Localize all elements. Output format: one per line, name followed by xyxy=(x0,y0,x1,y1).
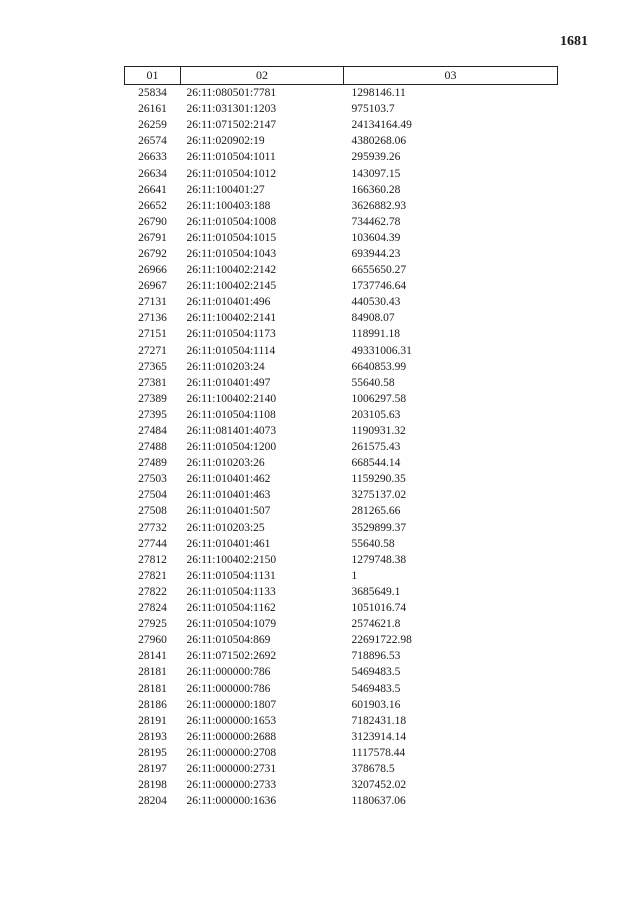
cadastral-number-cell: 26:11:000000:786 xyxy=(186,666,271,679)
table-row xyxy=(125,697,558,713)
value-cell: 295939.26 xyxy=(351,151,401,164)
row-id-cell: 28204 xyxy=(138,795,167,808)
cadastral-number-cell: 26:11:100402:2140 xyxy=(186,392,277,405)
cadastral-number-cell: 26:11:081401:4073 xyxy=(186,425,277,438)
cadastral-number-cell: 26:11:100403:188 xyxy=(186,199,271,212)
cadastral-number-cell: 26:11:010504:1012 xyxy=(186,167,277,180)
row-id-cell: 28141 xyxy=(138,650,167,663)
column-header-03: 03 xyxy=(344,67,558,85)
cadastral-number-cell: 26:11:010203:25 xyxy=(186,521,265,534)
cadastral-number-cell: 26:11:010504:1200 xyxy=(186,441,277,454)
row-id-cell: 26792 xyxy=(138,247,167,260)
value-cell: 2574621.8 xyxy=(351,618,401,631)
cadastral-number-cell: 26:11:010504:1114 xyxy=(186,344,276,357)
value-cell: 49331006.31 xyxy=(351,344,412,357)
row-id-cell: 28193 xyxy=(138,730,167,743)
row-id-cell: 26633 xyxy=(138,151,167,164)
table-row xyxy=(125,471,558,487)
table-row xyxy=(125,600,558,616)
value-cell: 601903.16 xyxy=(351,698,401,711)
cadastral-number-cell: 26:11:000000:2733 xyxy=(186,779,277,792)
table-row xyxy=(125,439,558,455)
table-row xyxy=(125,85,558,102)
table-row xyxy=(125,520,558,536)
cadastral-number-cell: 26:11:071502:2692 xyxy=(186,650,277,663)
row-id-cell: 27732 xyxy=(138,521,167,534)
row-id-cell: 27136 xyxy=(138,312,167,325)
cadastral-number-cell: 26:11:100402:2142 xyxy=(186,264,277,277)
cadastral-number-cell: 26:11:010504:869 xyxy=(186,634,271,647)
value-cell: 7182431.18 xyxy=(351,714,407,727)
cadastral-number-cell: 26:11:010504:1011 xyxy=(186,151,276,164)
row-id-cell: 28191 xyxy=(138,714,167,727)
table-row xyxy=(125,423,558,439)
value-cell: 3626882.93 xyxy=(351,199,407,212)
table-row xyxy=(125,165,558,181)
value-cell: 1180637.06 xyxy=(351,795,406,808)
table-row xyxy=(125,310,558,326)
value-cell: 3207452.02 xyxy=(351,779,407,792)
table-row xyxy=(125,455,558,471)
row-id-cell: 27822 xyxy=(138,585,167,598)
table-row xyxy=(125,745,558,761)
row-id-cell: 28181 xyxy=(138,666,167,679)
table-row xyxy=(125,117,558,133)
value-cell: 975103.7 xyxy=(351,103,395,116)
row-id-cell: 27365 xyxy=(138,360,167,373)
row-id-cell: 26634 xyxy=(138,167,167,180)
value-cell: 3123914.14 xyxy=(351,730,407,743)
value-cell: 118991.18 xyxy=(351,328,400,341)
value-cell: 6640853.99 xyxy=(351,360,407,373)
row-id-cell: 26966 xyxy=(138,264,167,277)
cadastral-number-cell: 26:11:010401:497 xyxy=(186,376,271,389)
table-row xyxy=(125,680,558,696)
value-cell: 4380268.06 xyxy=(351,135,407,148)
header-row xyxy=(125,67,558,85)
row-id-cell: 26641 xyxy=(138,183,167,196)
value-cell: 55640.58 xyxy=(351,537,395,550)
table-row xyxy=(125,584,558,600)
table-row xyxy=(125,503,558,519)
cadastral-number-cell: 26:11:080501:7781 xyxy=(186,87,277,100)
value-cell: 668544.14 xyxy=(351,457,401,470)
row-id-cell: 26790 xyxy=(138,215,167,228)
value-cell: 693944.23 xyxy=(351,247,401,260)
table-row xyxy=(125,182,558,198)
cadastral-number-cell: 26:11:010504:1162 xyxy=(186,602,276,615)
row-id-cell: 27821 xyxy=(138,569,167,582)
value-cell: 5469483.5 xyxy=(351,666,401,679)
value-cell: 24134164.49 xyxy=(351,119,412,132)
row-id-cell: 27484 xyxy=(138,425,167,438)
value-cell: 1006297.58 xyxy=(351,392,407,405)
value-cell: 1279748.38 xyxy=(351,553,407,566)
value-cell: 1159290.35 xyxy=(351,473,406,486)
table-row xyxy=(125,391,558,407)
table-row xyxy=(125,246,558,262)
table-row xyxy=(125,777,558,793)
value-cell: 203105.63 xyxy=(351,408,401,421)
row-id-cell: 27151 xyxy=(138,328,167,341)
table-row xyxy=(125,632,558,648)
cadastral-number-cell: 26:11:010504:1173 xyxy=(186,328,276,341)
row-id-cell: 26161 xyxy=(138,103,167,116)
table-row xyxy=(125,294,558,310)
row-id-cell: 27271 xyxy=(138,344,167,357)
table-row xyxy=(125,343,558,359)
table-row xyxy=(125,101,558,117)
table-row xyxy=(125,552,558,568)
table-row xyxy=(125,278,558,294)
row-id-cell: 27489 xyxy=(138,457,167,470)
table-row xyxy=(125,375,558,391)
cadastral-number-cell: 26:11:010401:461 xyxy=(186,537,271,550)
cadastral-number-cell: 26:11:000000:2731 xyxy=(186,762,277,775)
table-row xyxy=(125,648,558,664)
row-id-cell: 27488 xyxy=(138,441,167,454)
table-row xyxy=(125,761,558,777)
row-id-cell: 26574 xyxy=(138,135,167,148)
cadastral-number-cell: 26:11:010504:1008 xyxy=(186,215,277,228)
cadastral-number-cell: 26:11:010504:1043 xyxy=(186,247,277,260)
value-cell: 718896.53 xyxy=(351,650,401,663)
cadastral-number-cell: 26:11:010504:1015 xyxy=(186,231,277,244)
value-cell: 6655650.27 xyxy=(351,264,407,277)
cadastral-number-cell: 26:11:071502:2147 xyxy=(186,119,277,132)
value-cell: 22691722.98 xyxy=(351,634,412,647)
cadastral-number-cell: 26:11:010504:1133 xyxy=(186,585,276,598)
table-row xyxy=(125,536,558,552)
row-id-cell: 27381 xyxy=(138,376,167,389)
value-cell: 1 xyxy=(351,569,358,582)
cadastral-number-cell: 26:11:010203:26 xyxy=(186,457,265,470)
table-row xyxy=(125,793,558,809)
page-number: 1681 xyxy=(560,34,588,49)
row-id-cell: 28198 xyxy=(138,779,167,792)
table-row xyxy=(125,487,558,503)
row-id-cell: 27131 xyxy=(138,296,167,309)
value-cell: 3529899.37 xyxy=(351,521,407,534)
table-row xyxy=(125,214,558,230)
row-id-cell: 27925 xyxy=(138,618,167,631)
value-cell: 440530.43 xyxy=(351,296,401,309)
value-cell: 166360.28 xyxy=(351,183,401,196)
value-cell: 1051016.74 xyxy=(351,602,407,615)
table-row xyxy=(125,713,558,729)
cadastral-number-cell: 26:11:020902:19 xyxy=(186,135,265,148)
table-row xyxy=(125,359,558,375)
value-cell: 1117578.44 xyxy=(351,746,406,759)
table-row xyxy=(125,407,558,423)
value-cell: 143097.15 xyxy=(351,167,401,180)
value-cell: 55640.58 xyxy=(351,376,395,389)
row-id-cell: 28197 xyxy=(138,762,167,775)
cadastral-number-cell: 26:11:000000:1807 xyxy=(186,698,277,711)
cadastral-number-cell: 26:11:100402:2141 xyxy=(186,312,277,325)
row-id-cell: 27504 xyxy=(138,489,167,502)
row-id-cell: 28186 xyxy=(138,698,167,711)
row-id-cell: 27508 xyxy=(138,505,167,518)
cadastral-number-cell: 26:11:100401:27 xyxy=(186,183,265,196)
table-row xyxy=(125,230,558,246)
data-table-container xyxy=(124,66,557,809)
table-body xyxy=(125,85,558,810)
cadastral-number-cell: 26:11:000000:786 xyxy=(186,682,271,695)
value-cell: 3275137.02 xyxy=(351,489,407,502)
cadastral-number-cell: 26:11:000000:1653 xyxy=(186,714,277,727)
row-id-cell: 25834 xyxy=(138,87,167,100)
value-cell: 84908.07 xyxy=(351,312,395,325)
table-row xyxy=(125,133,558,149)
table-row xyxy=(125,149,558,165)
cadastral-number-cell: 26:11:000000:1636 xyxy=(186,795,277,808)
row-id-cell: 26967 xyxy=(138,280,167,293)
table-row xyxy=(125,262,558,278)
data-table xyxy=(124,66,558,809)
cadastral-number-cell: 26:11:031301:1203 xyxy=(186,103,277,116)
cadastral-number-cell: 26:11:010401:462 xyxy=(186,473,271,486)
cadastral-number-cell: 26:11:010203:24 xyxy=(186,360,265,373)
row-id-cell: 26791 xyxy=(138,231,167,244)
value-cell: 3685649.1 xyxy=(351,585,401,598)
value-cell: 378678.5 xyxy=(351,762,395,775)
cadastral-number-cell: 26:11:100402:2150 xyxy=(186,553,277,566)
row-id-cell: 26652 xyxy=(138,199,167,212)
row-id-cell: 27503 xyxy=(138,473,167,486)
cadastral-number-cell: 26:11:000000:2708 xyxy=(186,746,277,759)
cadastral-number-cell: 26:11:010401:496 xyxy=(186,296,271,309)
row-id-cell: 28195 xyxy=(138,746,167,759)
value-cell: 734462.78 xyxy=(351,215,401,228)
value-cell: 103604.39 xyxy=(351,231,401,244)
value-cell: 1737746.64 xyxy=(351,280,407,293)
table-row xyxy=(125,198,558,214)
cadastral-number-cell: 26:11:010401:507 xyxy=(186,505,271,518)
column-header-01: 01 xyxy=(125,67,181,85)
cadastral-number-cell: 26:11:010504:1079 xyxy=(186,618,277,631)
table-row xyxy=(125,729,558,745)
row-id-cell: 27824 xyxy=(138,602,167,615)
row-id-cell: 27960 xyxy=(138,634,167,647)
table-row xyxy=(125,664,558,680)
table-row xyxy=(125,326,558,342)
value-cell: 5469483.5 xyxy=(351,682,401,695)
table-row xyxy=(125,568,558,584)
value-cell: 281265.66 xyxy=(351,505,401,518)
column-header-02: 02 xyxy=(181,67,344,85)
cadastral-number-cell: 26:11:010504:1131 xyxy=(186,569,276,582)
row-id-cell: 28181 xyxy=(138,682,167,695)
cadastral-number-cell: 26:11:100402:2145 xyxy=(186,280,277,293)
row-id-cell: 27812 xyxy=(138,553,167,566)
table-row xyxy=(125,616,558,632)
value-cell: 261575.43 xyxy=(351,441,401,454)
cadastral-number-cell: 26:11:010504:1108 xyxy=(186,408,276,421)
row-id-cell: 27389 xyxy=(138,392,167,405)
table-header xyxy=(125,67,558,85)
value-cell: 1190931.32 xyxy=(351,425,406,438)
value-cell: 1298146.11 xyxy=(351,87,406,100)
cadastral-number-cell: 26:11:000000:2688 xyxy=(186,730,277,743)
cadastral-number-cell: 26:11:010401:463 xyxy=(186,489,271,502)
row-id-cell: 27395 xyxy=(138,408,167,421)
row-id-cell: 27744 xyxy=(138,537,167,550)
row-id-cell: 26259 xyxy=(138,119,167,132)
